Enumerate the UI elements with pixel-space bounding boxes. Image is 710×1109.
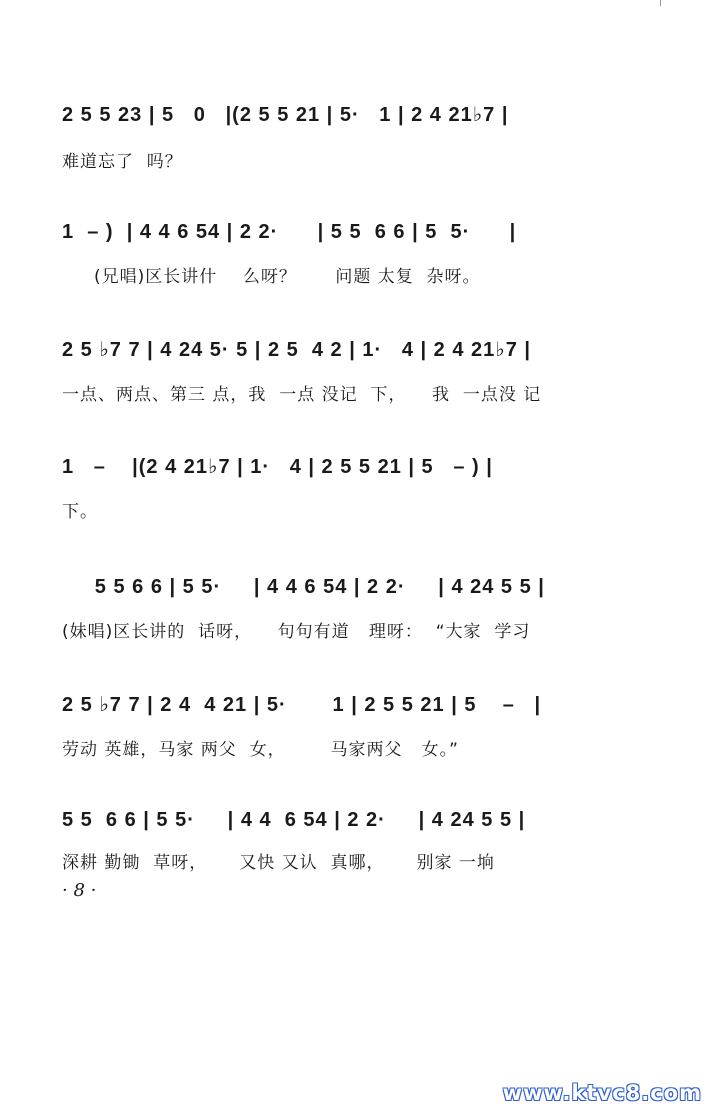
notation-line: 1 – ) | 4 4 6 54 | 2 2· | 5 5 6 6 | 5 5· | [62,221,517,243]
lyrics-line: 一点、两点、第三 点，我 一点 没记 下， 我 一点没 记 [62,385,542,405]
notation-line: 2 5 5 23 | 5 0 |(2 5 5 21 | 5· 1 | 2 4 21♭7 | [62,104,509,126]
lyrics-line: (妹唱)区长讲的 话呀， 句句有道 理呀： “大家 学习 [62,622,531,642]
lyrics-line: 劳动 英雄，马家 两父 女， 马家两父 女。” [62,740,459,760]
notation-line: 1 – |(2 4 21♭7 | 1· 4 | 2 5 5 21 | 5 – ) | [62,456,493,478]
lyrics-line: 难道忘了 吗？ [62,152,183,172]
notation-line: 2 5 ♭7 7 | 2 4 4 21 | 5· 1 | 2 5 5 21 | 5 – | [62,694,542,716]
lyrics-line: 下。 [62,502,98,522]
notation-line: 2 5 ♭7 7 | 4 24 5· 5 | 2 5 4 2 | 1· 4 | 2 4 21♭7 | [62,339,531,361]
page-number: · 8 · [62,880,97,901]
scan-mark [660,0,661,6]
watermark: www.ktvc8.com [502,1081,702,1105]
lyrics-line: 深耕 勤锄 草呀， 又快 又认 真哪， 别家 一垧 [62,853,495,873]
notation-line: 5 5 6 6 | 5 5· | 4 4 6 54 | 2 2· | 4 24 5 5 | [62,809,526,831]
notation-line: 5 5 6 6 | 5 5· | 4 4 6 54 | 2 2· | 4 24 5 5 | [62,576,545,598]
lyrics-line: (兄唱)区长讲什 么呀？ 问题 太复 杂呀。 [62,267,481,287]
